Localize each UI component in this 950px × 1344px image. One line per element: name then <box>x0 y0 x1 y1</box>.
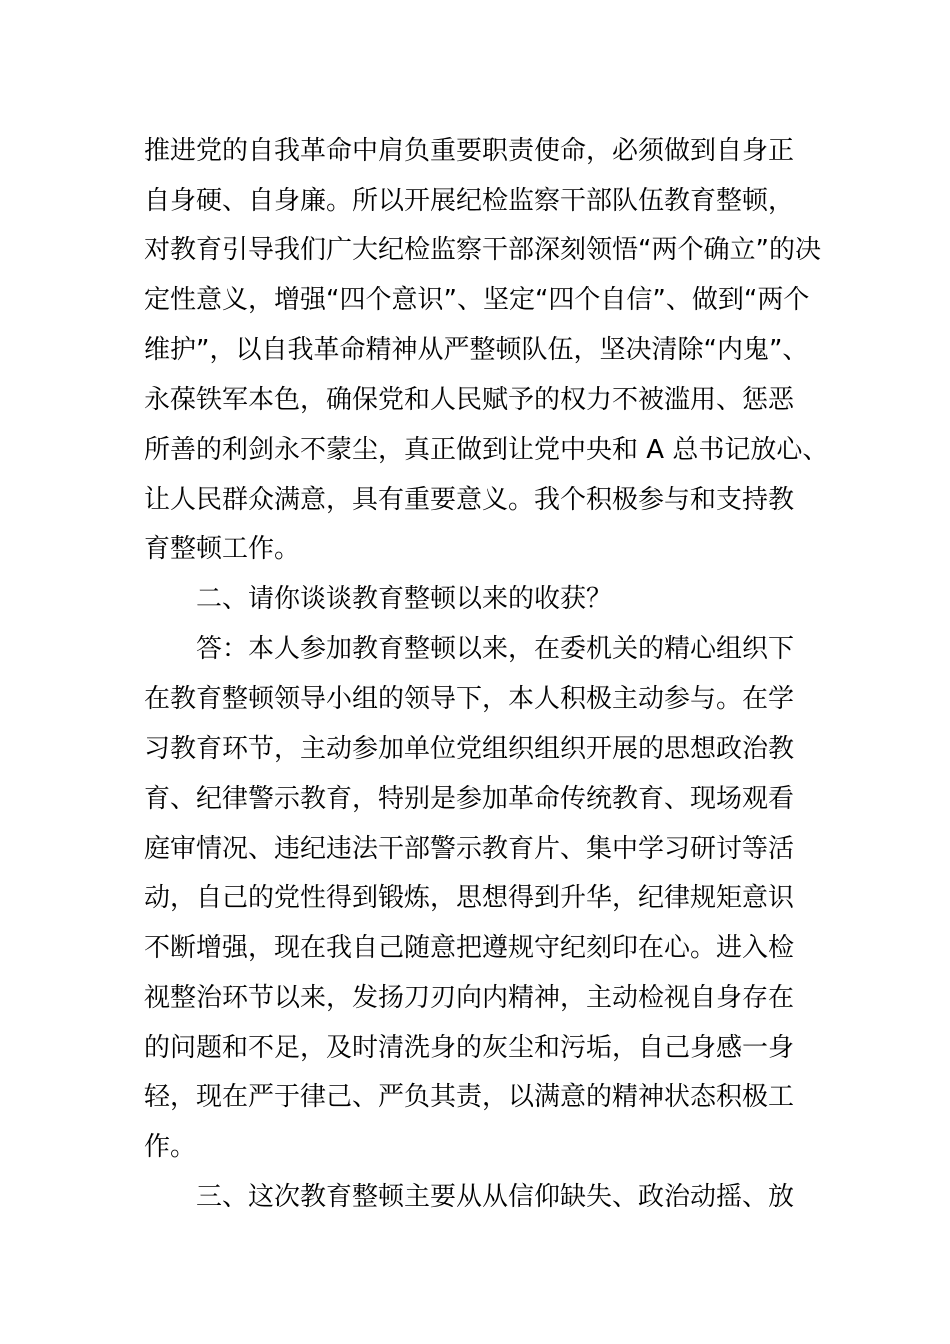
text-line-3: 对教育引导我们广大纪检监察干部深刻领悟“两个确立”的决 <box>144 235 821 265</box>
text-line-1: 推进党的自我革命中肩负重要职责使命，必须做到自身正 <box>144 136 795 166</box>
text-line-9: 育整顿工作。 <box>144 534 301 564</box>
text-line-20: 轻，现在严于律己、严负其责，以满意的精神状态积极工 <box>144 1082 795 1112</box>
text-line-5: 维护”，以自我革命精神从严整顿队伍，坚决清除“内鬼”、 <box>144 335 809 365</box>
section-heading-2: 二、请你谈谈教育整顿以来的收获？ <box>196 584 613 614</box>
text-line-16: 动，自己的党性得到锻炼，思想得到升华，纪律规矩意识 <box>144 883 795 913</box>
text-line-21: 作。 <box>144 1132 197 1162</box>
text-line-14: 育、纪律警示教育，特别是参加革命传统教育、现场观看 <box>144 784 795 814</box>
text-line-2: 自身硬、自身廉。所以开展纪检监察干部队伍教育整顿， <box>144 186 795 216</box>
text-line-4: 定性意义，增强“四个意识”、坚定“四个自信”、做到“两个 <box>144 285 810 315</box>
text-line-15: 庭审情况、违纪违法干部警示教育片、集中学习研讨等活 <box>144 834 795 864</box>
text-line-8: 让人民群众满意，具有重要意义。我个积极参与和支持教 <box>144 485 795 515</box>
text-line-6: 永葆铁军本色，确保党和人民赋予的权力不被滥用、惩恶 <box>144 385 795 415</box>
text-line-12: 在教育整顿领导小组的领导下，本人积极主动参与。在学 <box>144 684 795 714</box>
text-line-7: 所善的利剑永不蒙尘，真正做到让党中央和 A 总书记放心、 <box>144 435 829 465</box>
text-line-19: 的问题和不足，及时清洗身的灰尘和污垢，自己身感一身 <box>144 1033 795 1063</box>
text-line-17: 不断增强，现在我自己随意把遵规守纪刻印在心。进入检 <box>144 933 795 963</box>
text-line-18: 视整治环节以来，发扬刀刃向内精神，主动检视自身存在 <box>144 983 795 1013</box>
text-line-13: 习教育环节，主动参加单位党组织组织开展的思想政治教 <box>144 734 795 764</box>
answer-line-1: 答：本人参加教育整顿以来，在委机关的精心组织下 <box>196 634 795 664</box>
section-heading-3: 三、这次教育整顿主要从从信仰缺失、政治动摇、放 <box>196 1182 795 1212</box>
